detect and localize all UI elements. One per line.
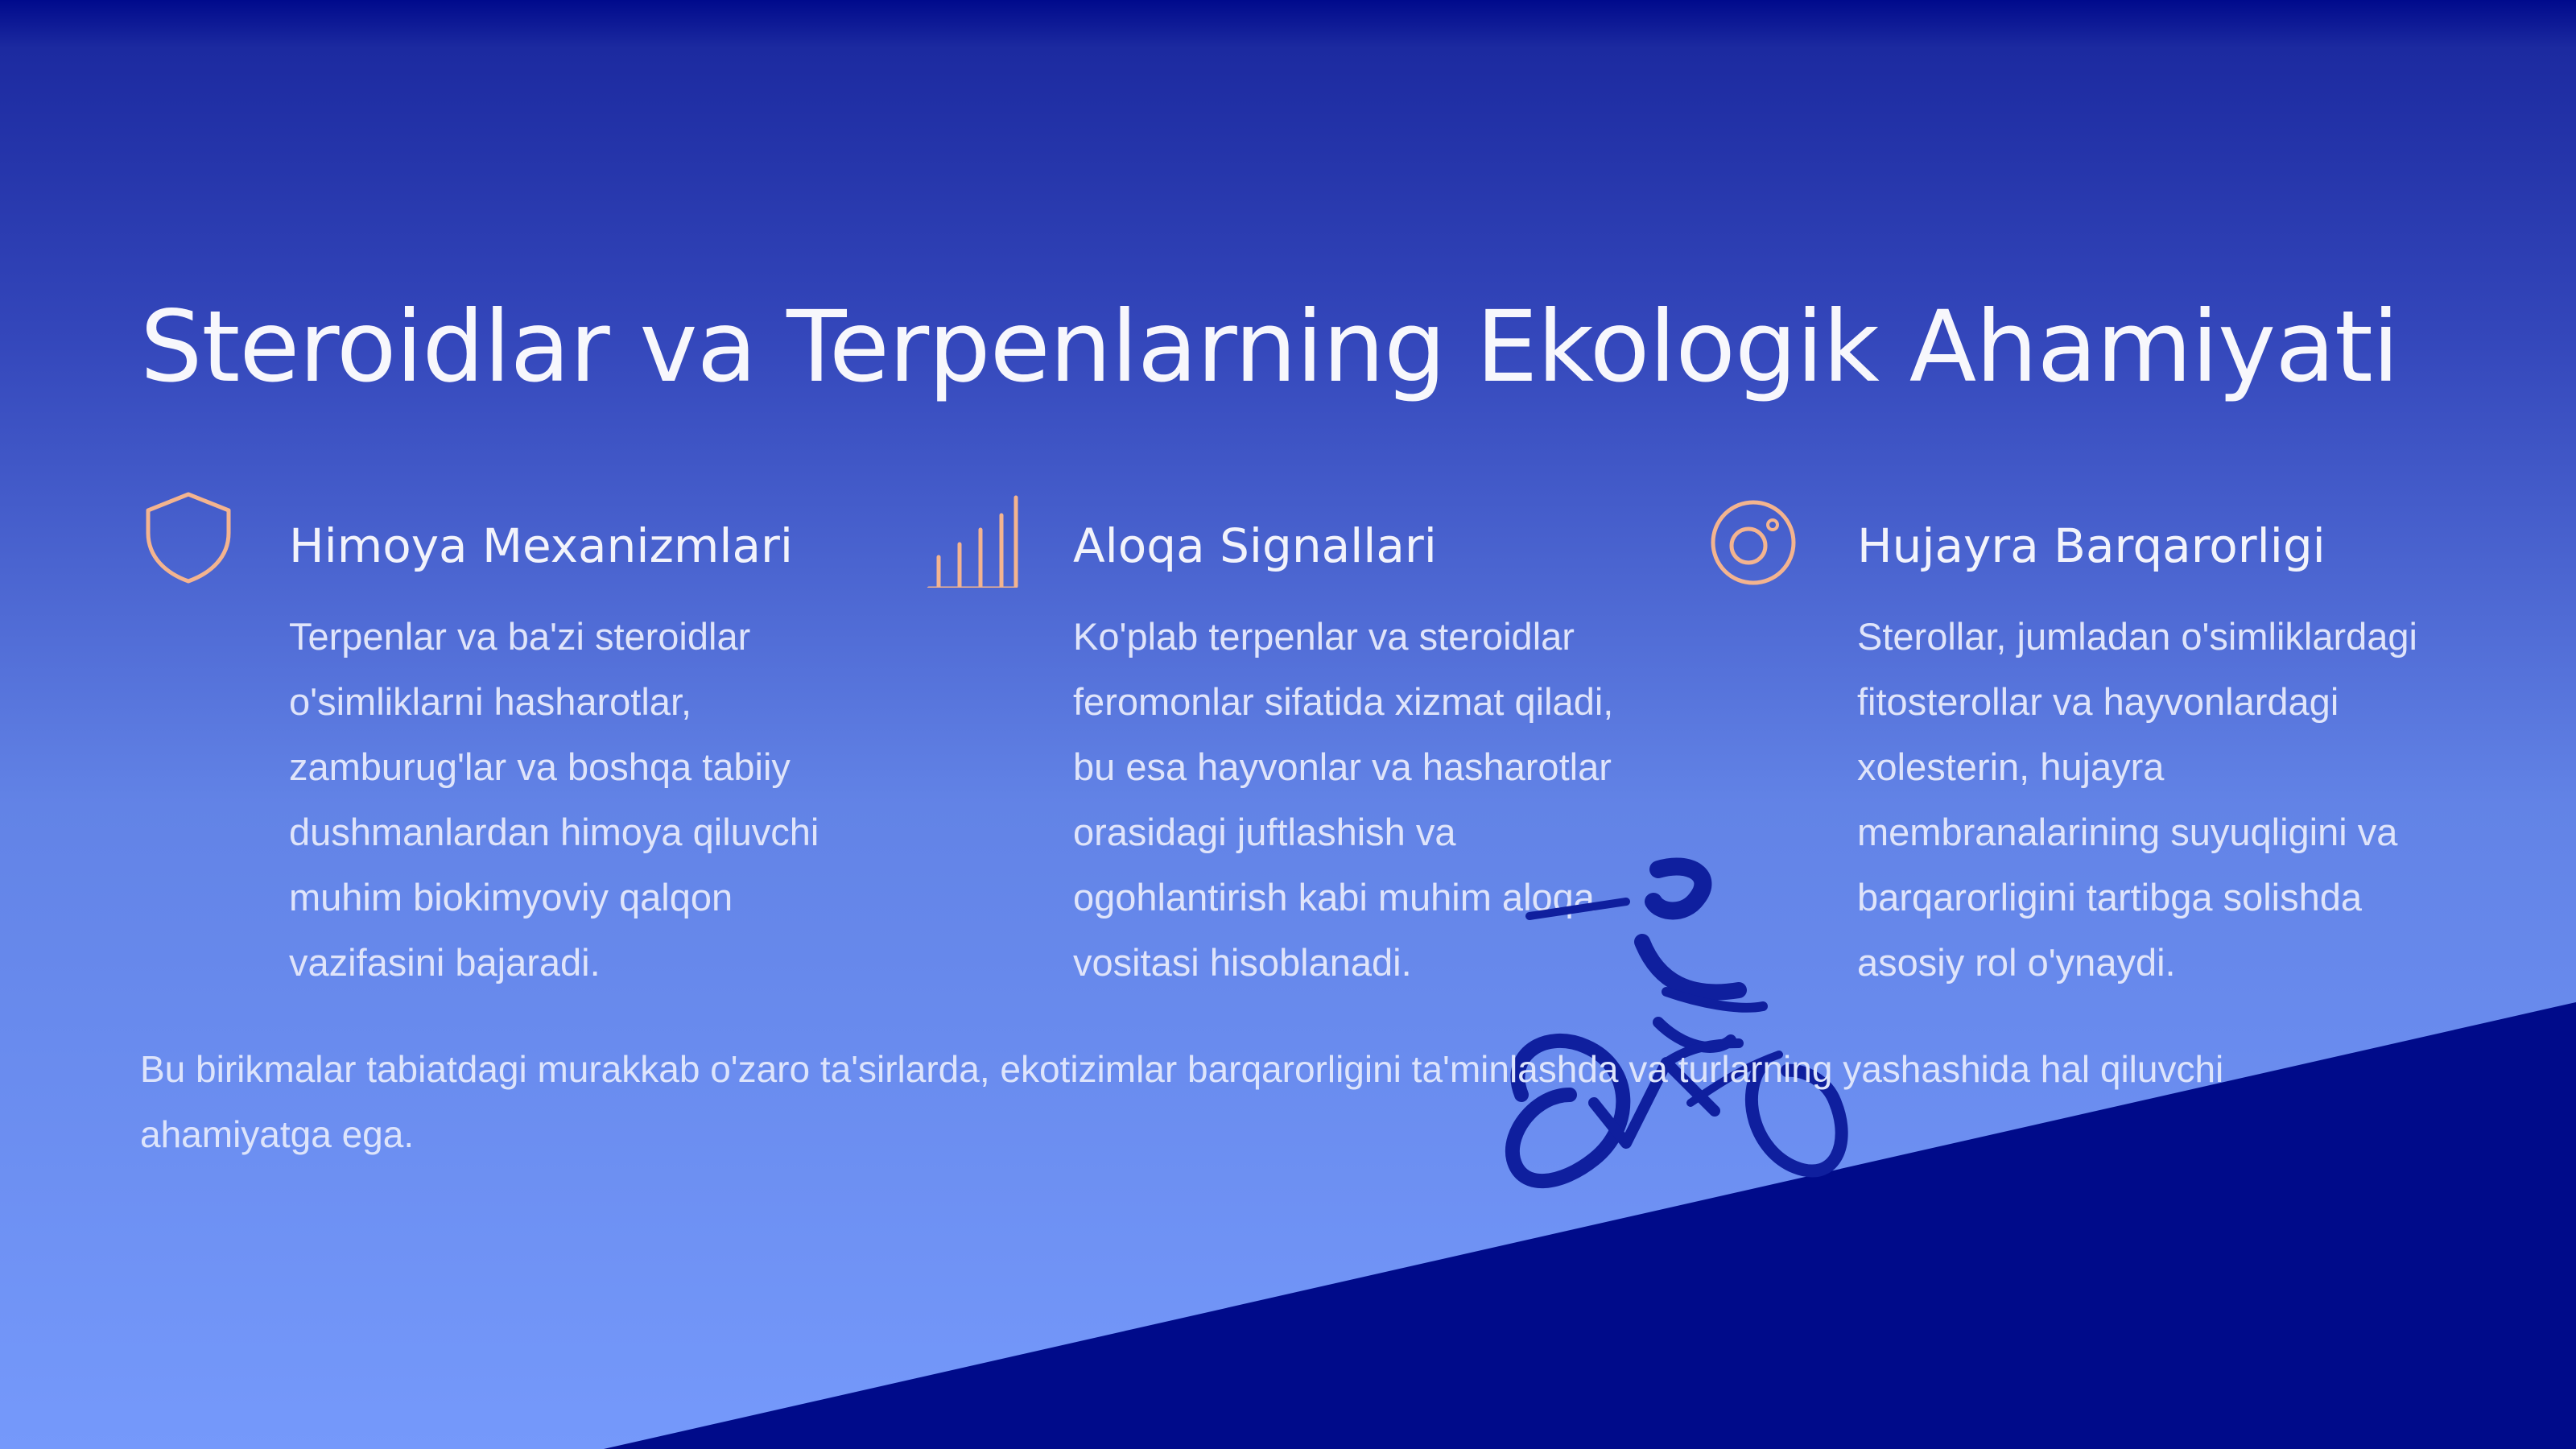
shield-icon (140, 483, 237, 588)
slide-title: Steroidlar va Terpenlarning Ekologik Ahamiyati (140, 290, 2399, 404)
feature-text: Ko'plab terpenlar va steroidlar feromonlar sifatida xizmat qiladi, bu esa hayvonlar va hasharotlar orasidagi juftlashish va ogohlantirish kabi muhim aloqa vositasi hisoblanadi. (1073, 615, 1614, 984)
circle-target-icon (1708, 483, 1805, 588)
feature-text: Sterollar, jumladan o'simliklardagi fitosterollar va hayvonlardagi xolesterin, hujayra membranalarining suyuqligini va barqarorligini tartibga solishda asosiy rol o'ynaydi. (1857, 615, 2418, 984)
feature-heading: Himoya Mexanizmlari (289, 518, 794, 573)
signal-bars-icon (924, 483, 1029, 588)
feature-text: Terpenlar va ba'zi steroidlar o'simliklarni hasharotlar, zamburug'lar va boshqa tabiiy dushmanlardan himoya qiluvchi muhim biokimyoviy qalqon vazifasini bajaradi. (289, 615, 819, 984)
feature-heading: Hujayra Barqarorligi (1857, 518, 2326, 573)
slide-footer: Bu birikmalar tabiatdagi murakkab o'zaro ta'sirlarda, ekotizimlar barqarorligini ta'minlashda va turlarning yashashida hal qiluvchi ahamiyatga ega. (140, 1048, 2224, 1155)
feature-heading: Aloqa Signallari (1073, 518, 1437, 573)
